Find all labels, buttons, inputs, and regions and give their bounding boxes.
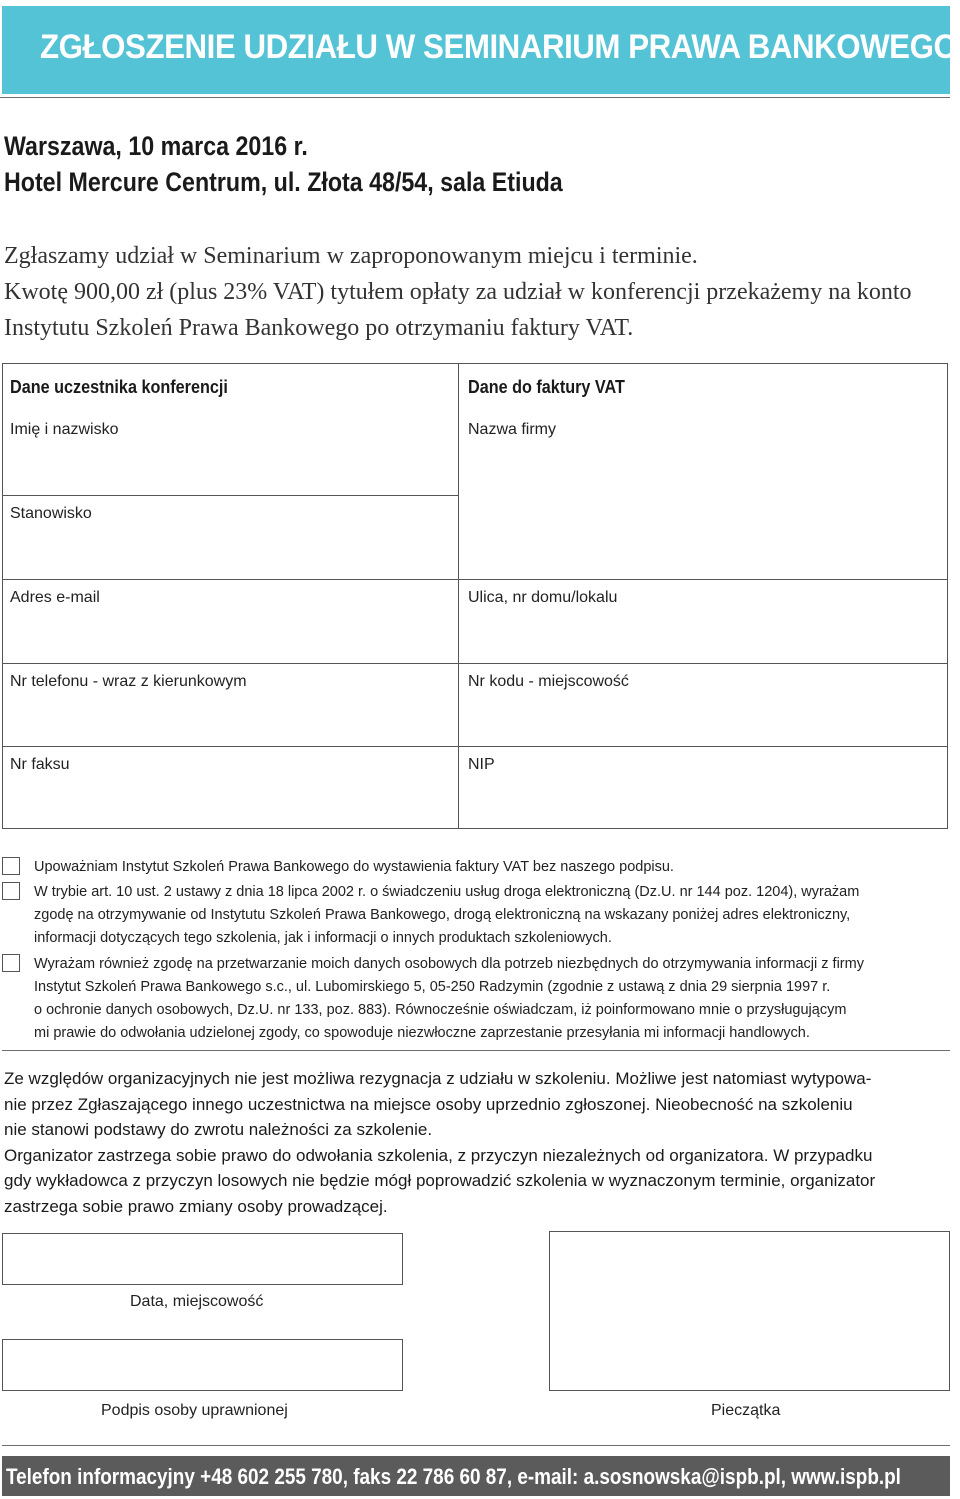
consent-divider (2, 1050, 950, 1051)
terms-line: zastrzega sobie prawo zmiany osoby prowadzącej. (4, 1196, 388, 1216)
date-place-box[interactable] (2, 1233, 403, 1285)
form-row-divider (2, 663, 948, 664)
footer-divider (2, 1445, 950, 1446)
email-field[interactable]: Adres e-mail (10, 589, 100, 606)
stamp-box[interactable] (549, 1231, 950, 1391)
terms-line: nie przez Zgłaszającego innego uczestnictwa na miejsce osoby uprzednio zgłoszonej. Nieobecność na szkoleniu (4, 1094, 853, 1114)
data-processing-consent-text (34, 953, 954, 1045)
contact-info: Telefon informacyjny +48 602 255 780, faks 22 786 60 87, e-mail: a.sosnowska@ispb.pl, www.ispb.pl (6, 1464, 901, 1489)
authorized-signature-box[interactable] (2, 1339, 403, 1391)
phone-field[interactable]: Nr telefonu - wraz z kierunkowym (10, 673, 247, 690)
full-name-field[interactable]: Imię i nazwisko (10, 421, 119, 438)
consent-line: zgodę na otrzymywanie od Instytutu Szkoleń Prawa Bankowego, drogą elektroniczną na wskazany poniżej adres elektroniczny, (34, 907, 851, 923)
position-field[interactable]: Stanowisko (10, 505, 92, 522)
intro-paragraph (4, 238, 960, 346)
intro-line: Instytutu Szkoleń Prawa Bankowego po otrzymaniu faktury VAT. (4, 315, 634, 341)
company-name-field[interactable]: Nazwa firmy (468, 421, 557, 438)
terms-line: gdy wykładowca z przyczyn losowych nie będzie mógł poprowadzić szkolenia w wyznaczonym terminie, organizator (4, 1171, 876, 1190)
date-place-label: Data, miejscowość (130, 1293, 264, 1310)
form-row-divider (2, 746, 948, 747)
intro-line: Kwotę 900,00 zł (plus 23% VAT) tytułem opłaty za udział w konferencji przekażemy na konto (4, 279, 912, 305)
invoice-authorization-text (34, 856, 954, 879)
event-venue: Hotel Mercure Centrum, ul. Złota 48/54, sala Etiuda (4, 167, 563, 197)
event-date: Warszawa, 10 marca 2016 r. (4, 131, 308, 161)
terms-paragraph (4, 1066, 960, 1219)
consent-line: Upoważniam Instytut Szkoleń Prawa Bankowego do wystawienia faktury VAT bez naszego podpisu. (34, 859, 674, 875)
data-processing-consent-checkbox[interactable] (2, 954, 20, 972)
form-column-divider (458, 363, 459, 829)
stamp-label: Pieczątka (711, 1402, 781, 1419)
consent-line: W trybie art. 10 ust. 2 ustawy z dnia 18 lipca 2002 r. o świadczeniu usług droga elektroniczną (Dz.U. nr 144 poz. 1204), wyrażam (34, 884, 860, 900)
fax-field[interactable]: Nr faksu (10, 756, 70, 773)
electronic-info-consent-checkbox[interactable] (2, 882, 20, 900)
terms-line: nie stanowi podstawy do zwrotu należności za szkolenie. (4, 1120, 433, 1139)
nip-field[interactable]: NIP (468, 756, 495, 773)
page-title: ZGŁOSZENIE UDZIAŁU W SEMINARIUM PRAWA BANKOWEGO (40, 28, 958, 66)
electronic-info-consent-text (34, 881, 954, 950)
consent-line: mi prawie do odwołania udzielonej zgody, co spowoduje niezwłoczne zaprzestanie przesyłania mi informacji handlowych. (34, 1025, 810, 1041)
consent-line: Wyrażam również zgodę na przetwarzanie moich danych osobowych dla potrzeb niezbędnych do otrzymywania informacji z firmy (34, 956, 864, 972)
consent-line: informacji dotyczących tego szkolenia, jak i informacji o innych produktach szkoleniowych. (34, 930, 612, 946)
form-row-divider (2, 579, 948, 580)
intro-line: Zgłaszamy udział w Seminarium w zaproponowanym miejcu i terminie. (4, 243, 698, 269)
street-field[interactable]: Ulica, nr domu/lokalu (468, 589, 618, 606)
consent-line: Instytut Szkoleń Prawa Bankowego s.c., ul. Lubomirskiego 5, 05-250 Radzymin (zgodnie z ustawą z dnia 29 sierpnia 1997 r. (34, 979, 831, 995)
terms-line: Ze względów organizacyjnych nie jest możliwa rezygnacja z udziału w szkoleniu. Możliwe jest natomiast wytypowa- (4, 1069, 872, 1088)
terms-line: Organizator zastrzega sobie prawo do odwołania szkolenia, z przyczyn niezależnych od organizatora. W przypadku (4, 1145, 873, 1165)
invoice-section-heading: Dane do faktury VAT (468, 377, 625, 397)
invoice-authorization-checkbox[interactable] (2, 857, 20, 875)
participant-section-heading: Dane uczestnika konferencji (10, 377, 228, 397)
authorized-signature-label: Podpis osoby uprawnionej (101, 1402, 288, 1419)
form-row-divider (2, 495, 458, 496)
header-divider (0, 97, 950, 98)
postcode-city-field[interactable]: Nr kodu - miejscowość (468, 673, 629, 690)
consent-line: o ochronie danych osobowych, Dz.U. nr 133, poz. 883). Równocześnie oświadczam, iż poinformowano mnie o przysługującym (34, 1002, 847, 1018)
